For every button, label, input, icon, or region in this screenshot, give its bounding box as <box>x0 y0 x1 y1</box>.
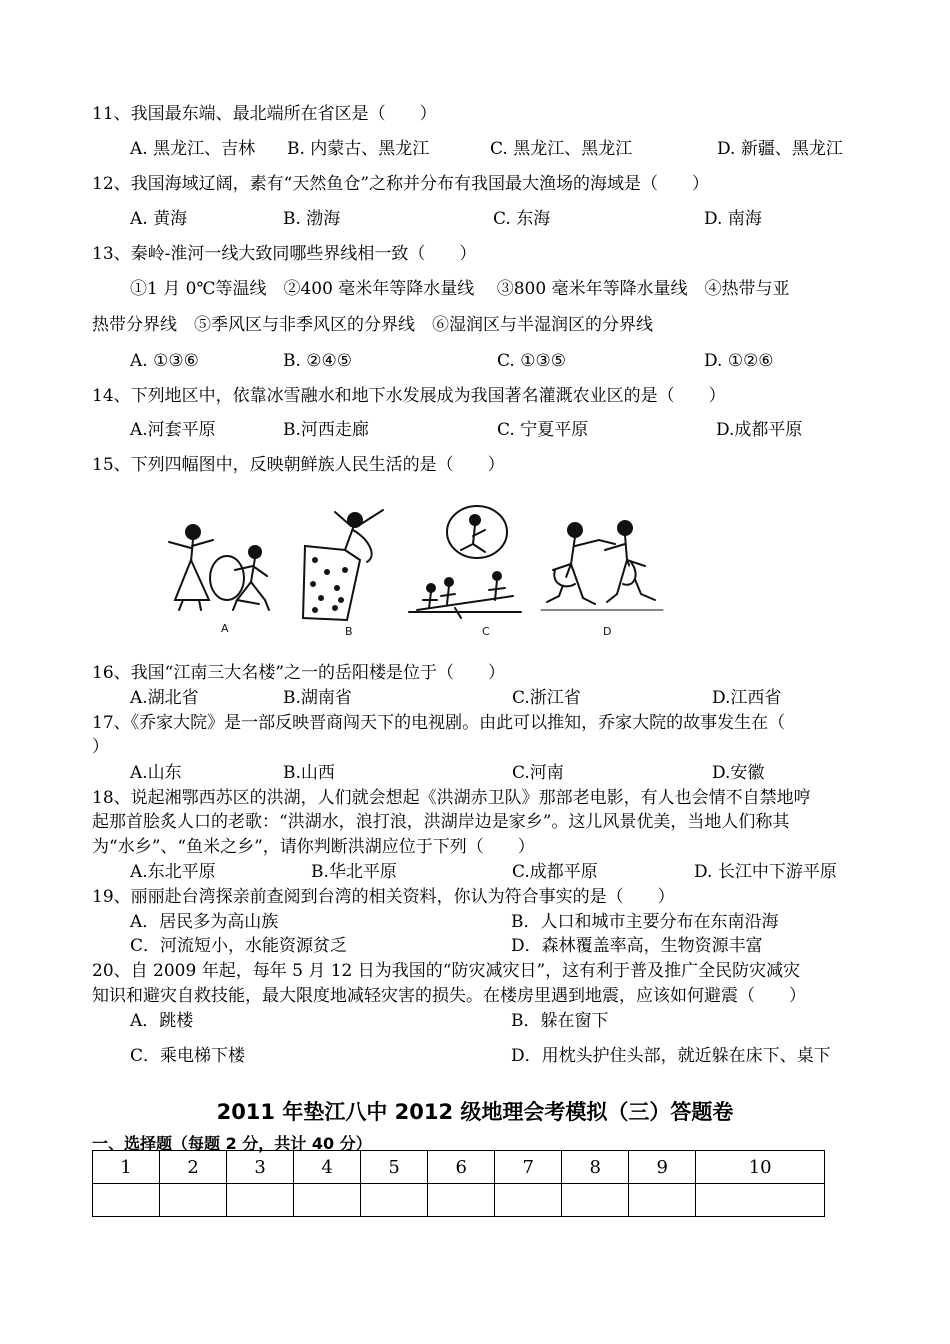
answer-cell[interactable] <box>428 1184 495 1217</box>
section-heading: 一、选择题（每题 2 分，共计 40 分） <box>92 1134 372 1153</box>
q14-option-d: D.成都平原 <box>716 420 803 440</box>
answer-number: 7 <box>495 1151 562 1184</box>
q19-option-a: A．居民多为高山族 <box>130 912 279 932</box>
q13-choices-line1: ①1 月 0℃等温线 ②400 毫米年等降水量线 ③800 毫米年等降水量线 ④热带与亚 <box>130 279 790 299</box>
answer-sheet-title: 2011 年垫江八中 2012 级地理会考模拟（三）答题卷 <box>216 1100 734 1124</box>
answer-number: 4 <box>294 1151 361 1184</box>
answer-number: 3 <box>227 1151 294 1184</box>
q20-stem-line2: 知识和避灾自救技能，最大限度地减轻灾害的损失。在楼房里遇到地震，应该如何避震（ ） <box>92 986 806 1006</box>
q11-option-d: D. 新疆、黑龙江 <box>717 139 843 159</box>
figure-b <box>303 510 383 620</box>
q17-option-a: A.山东 <box>130 763 182 783</box>
q17-option-d: D.安徽 <box>712 763 765 783</box>
q13-choices-line2: 热带分界线 ⑤季风区与非季风区的分界线 ⑥湿润区与半湿润区的分界线 <box>92 315 653 335</box>
figure-d <box>541 521 663 610</box>
answer-number: 1 <box>93 1151 160 1184</box>
q20-option-d: D．用枕头护住头部，就近躲在床下、桌下 <box>511 1046 831 1066</box>
q13-option-d: D. ①②⑥ <box>704 351 774 371</box>
q13-stem: 13、秦岭-淮河一线大致同哪些界线相一致（ ） <box>92 244 477 264</box>
q17-stem-line2: ） <box>92 737 109 757</box>
q11-option-b: B. 内蒙古、黑龙江 <box>287 139 430 159</box>
q12-option-b: B. 渤海 <box>283 209 341 229</box>
q19-option-d: D．森林覆盖率高，生物资源丰富 <box>511 936 763 956</box>
q14-option-c: C. 宁夏平原 <box>497 420 589 440</box>
q14-option-b: B.河西走廊 <box>283 420 369 440</box>
answer-cell[interactable] <box>160 1184 227 1217</box>
q16-option-a: A.湖北省 <box>130 688 199 708</box>
q12-option-d: D. 南海 <box>704 209 762 229</box>
q19-option-c: C．河流短小，水能资源贫乏 <box>130 936 348 956</box>
answer-cell[interactable] <box>93 1184 160 1217</box>
q19-option-b: B．人口和城市主要分布在东南沿海 <box>511 912 779 932</box>
figure-c <box>409 506 521 618</box>
q11-option-c: C. 黑龙江、黑龙江 <box>490 139 633 159</box>
q18-stem-line1: 18、说起湘鄂西苏区的洪湖，人们就会想起《洪湖赤卫队》那部老电影，有人也会情不自禁地哼 <box>92 788 811 808</box>
answer-cell[interactable] <box>294 1184 361 1217</box>
answer-number: 8 <box>562 1151 629 1184</box>
answer-cell[interactable] <box>361 1184 428 1217</box>
answer-number: 5 <box>361 1151 428 1184</box>
q13-option-a: A. ①③⑥ <box>130 351 199 371</box>
q17-option-b: B.山西 <box>283 763 335 783</box>
q18-option-c: C.成都平原 <box>512 862 598 882</box>
q13-option-b: B. ②④⑤ <box>283 351 353 371</box>
q11-option-a: A. 黑龙江、吉林 <box>130 139 256 159</box>
q16-option-c: C.浙江省 <box>512 688 581 708</box>
q20-option-b: B．躲在窗下 <box>511 1011 609 1031</box>
q18-stem-line3: 为“水乡”、“鱼米之乡”，请你判断洪湖应位于下列（ ） <box>92 837 535 857</box>
q14-option-a: A.河套平原 <box>130 420 216 440</box>
q20-stem-line1: 20、自 2009 年起，每年 5 月 12 日为我国的“防灾减灾日”，这有利于普及推广全民防灾减灾 <box>92 961 801 981</box>
q17-stem-line1: 17、《乔家大院》是一部反映晋商闯天下的电视剧。由此可以推知，乔家大院的故事发生在（ <box>92 713 786 733</box>
figure-a <box>169 525 269 610</box>
q19-stem: 19、丽丽赴台湾探亲前查阅到台湾的相关资料，你认为符合事实的是（ ） <box>92 887 675 907</box>
figure-label-d: D <box>603 625 612 638</box>
q16-option-d: D.江西省 <box>712 688 782 708</box>
q18-option-b: B.华北平原 <box>311 862 397 882</box>
q12-option-a: A. 黄海 <box>130 209 188 229</box>
answer-cell[interactable] <box>495 1184 562 1217</box>
q16-option-b: B.湖南省 <box>283 688 352 708</box>
figure-label-c: C <box>482 625 490 638</box>
answer-table-header-row <box>93 1151 825 1184</box>
q20-option-c: C．乘电梯下楼 <box>130 1046 246 1066</box>
q12-option-c: C. 东海 <box>493 209 551 229</box>
q18-option-d: D. 长江中下游平原 <box>694 862 837 882</box>
q14-stem: 14、下列地区中，依靠冰雪融水和地下水发展成为我国著名灌溉农业区的是（ ） <box>92 386 726 406</box>
q13-option-c: C. ①③⑤ <box>497 351 566 371</box>
q18-stem-line2: 起那首脍炙人口的老歌：“洪湖水，浪打浪，洪湖岸边是家乡”。这儿风景优美，当地人们称其 <box>92 812 790 832</box>
q11-stem: 11、我国最东端、最北端所在省区是（ ） <box>92 104 437 124</box>
figure-label-b: B <box>345 625 353 638</box>
q15-stem: 15、下列四幅图中，反映朝鲜族人民生活的是（ ） <box>92 455 505 475</box>
q20-option-a: A．跳楼 <box>130 1011 194 1031</box>
q15-figures <box>155 500 675 645</box>
q12-stem: 12、我国海域辽阔，素有“天然鱼仓”之称并分布有我国最大渔场的海域是（ ） <box>92 174 710 194</box>
figure-label-a: A <box>221 622 229 635</box>
answer-table-blank-row <box>93 1184 825 1217</box>
answer-cell[interactable] <box>227 1184 294 1217</box>
answer-cell[interactable] <box>562 1184 629 1217</box>
answer-number: 2 <box>160 1151 227 1184</box>
answer-number: 9 <box>629 1151 696 1184</box>
answer-cell[interactable] <box>629 1184 696 1217</box>
q17-option-c: C.河南 <box>512 763 564 783</box>
answer-number: 6 <box>428 1151 495 1184</box>
q16-stem: 16、我国“江南三大名楼”之一的岳阳楼是位于（ ） <box>92 663 506 683</box>
answer-table <box>92 1150 825 1217</box>
answer-number: 10 <box>696 1151 825 1184</box>
q18-option-a: A.东北平原 <box>130 862 216 882</box>
answer-cell[interactable] <box>696 1184 825 1217</box>
